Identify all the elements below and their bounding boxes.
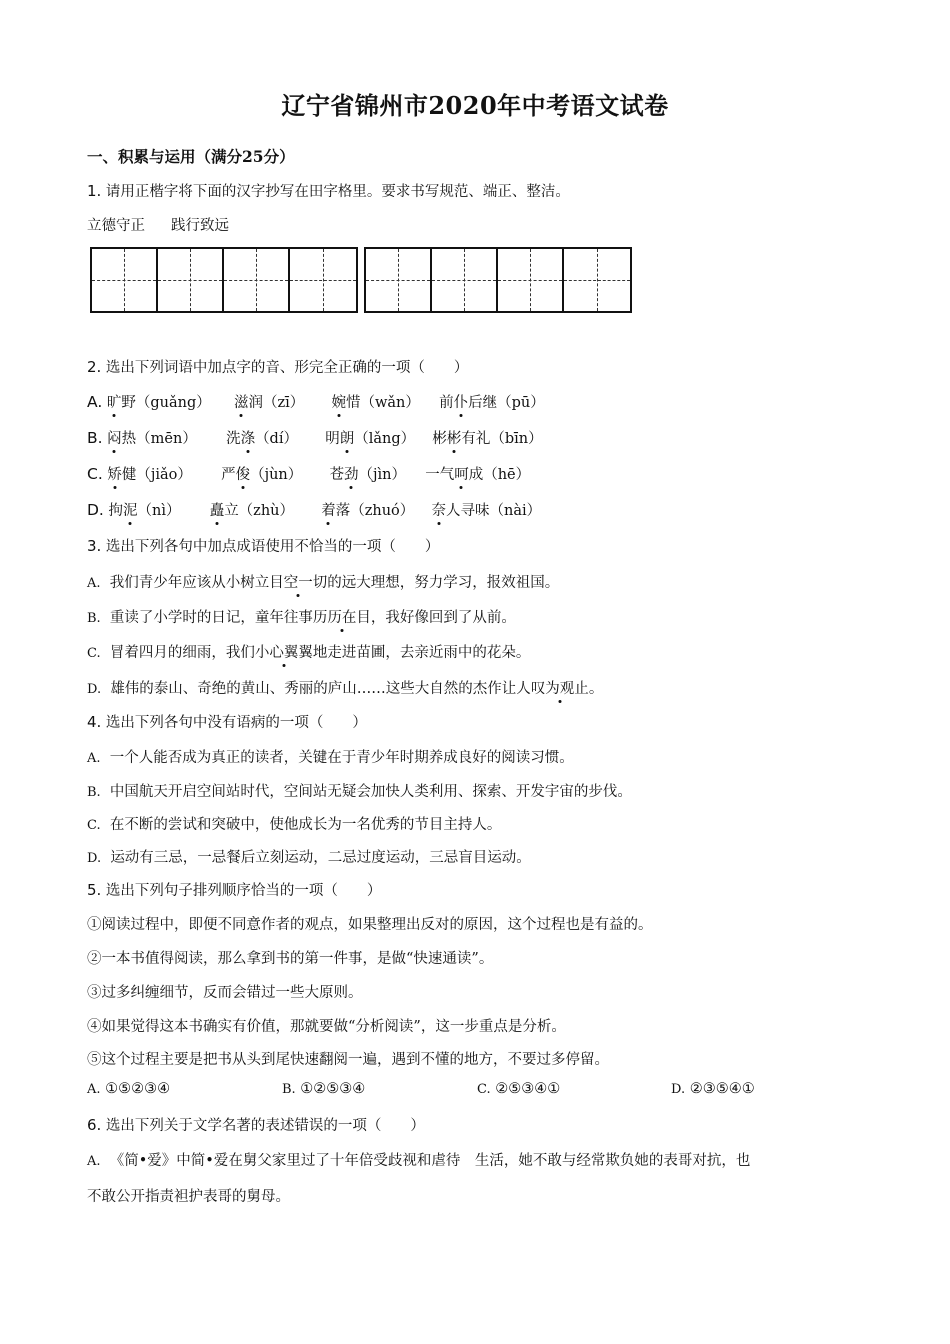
q6-option-a-continued: 不敢公开指责袒护表哥的舅母。 [87, 1189, 290, 1205]
dotted-char: 婉 [331, 391, 346, 412]
q3-option-b: B. 重读了小学时的日记，童年往事历历在目，我好像回到了从前。 [87, 606, 516, 627]
q5-choice-c: C. ②⑤③④① [477, 1081, 561, 1097]
option-label: C. [87, 646, 101, 661]
dotted-char: 彬 [447, 427, 462, 448]
dotted-char: 矫 [107, 463, 122, 484]
question-number: 1. [87, 182, 102, 200]
dotted-idiom: 目空一切 [269, 571, 327, 592]
option-label: C. [87, 465, 103, 483]
question-text: 选出下列词语中加点字的音、形完全正确的一项（ ） [105, 360, 469, 376]
sentence-1: ①阅读过程中，即便不同意作者的观点，如果整理出反对的原因，这个过程也是有益的。 [87, 917, 653, 933]
option-label: A. [87, 1154, 101, 1169]
dotted-idiom: 小心翼翼 [255, 641, 313, 662]
q5-choice-d: D. ②③⑤④① [671, 1081, 755, 1097]
option-label: D. [87, 501, 104, 519]
q4-option-c: C. 在不断的尝试和突破中，使他成长为一名优秀的节目主持人。 [87, 817, 502, 833]
q4-option-b: B. 中国航天开启空间站时代，空间站无疑会加快人类利用、探索、开发宇宙的步伐。 [87, 784, 632, 800]
question-text: 选出下列各句中没有语病的一项（ ） [105, 715, 367, 731]
question-5 [87, 879, 381, 900]
copy-phrases [87, 214, 229, 235]
q5-choice-a: A. ①⑤②③④ [87, 1081, 171, 1097]
dotted-char: 仆 [454, 391, 469, 412]
option-label: B. [87, 611, 101, 626]
dotted-char: 旷 [107, 391, 122, 412]
dotted-char: 朗 [340, 427, 355, 448]
dotted-char: 劲 [344, 463, 359, 484]
q5-choices [87, 1081, 755, 1097]
question-2 [87, 356, 468, 377]
tianzige-cell[interactable] [432, 249, 498, 311]
question-6 [87, 1114, 425, 1135]
tianzige-cell[interactable] [92, 249, 158, 311]
dotted-char: 俊 [236, 463, 251, 484]
question-number: 3. [87, 537, 102, 555]
dotted-char: 滋 [234, 391, 249, 412]
option-label: B. [87, 429, 103, 447]
dotted-char: 矗 [210, 499, 225, 520]
q2-option-a: A. 旷野（guǎng） 滋润（zī） 婉惜（wǎn） 前仆后继（pū） [87, 393, 545, 411]
sentence-5: ⑤这个过程主要是把书从头到尾快速翻阅一遍，遇到不懂的地方，不要过多停留。 [87, 1052, 609, 1068]
question-text: 请用正楷字将下面的汉字抄写在田字格里。要求书写规范、端正、整洁。 [105, 184, 570, 200]
option-label: D. [87, 682, 102, 697]
q3-option-a: A. 我们青少年应该从小树立目空一切的远大理想，努力学习，报效祖国。 [87, 571, 559, 592]
q2-option-d: D. 拘泥（nì） 矗立（zhù） 着落（zhuó） 奈人寻味（nài） [87, 501, 542, 519]
tianzige-grid-1 [90, 247, 358, 313]
dotted-char: 着 [321, 499, 336, 520]
q5-choice-b: B. ①②⑤③④ [282, 1081, 366, 1097]
sentence-4: ④如果觉得这本书确实有价值，那就要做“分析阅读”，这一步重点是分析。 [87, 1019, 566, 1035]
section-heading: 一、积累与运用（满分25分） [87, 147, 295, 166]
q2-option-c: C. 矫健（jiǎo） 严俊（jùn） 苍劲（jìn） 一气呵成（hē） [87, 465, 531, 483]
tianzige-cell[interactable] [366, 249, 432, 311]
question-number: 4. [87, 713, 102, 731]
option-label: A. [87, 576, 101, 591]
tianzige-cell[interactable] [224, 249, 290, 311]
question-text: 选出下列各句中加点成语使用不恰当的一项（ ） [105, 539, 440, 555]
q6-option-a: A. 《简•爱》中简•爱在舅父家里过了十年倍受歧视和虐待 生活，她不敢与经常欺负她的表哥对抗，也 [87, 1153, 751, 1169]
phrase-2: 践行致远 [171, 218, 229, 234]
tianzige-cell[interactable] [564, 249, 630, 311]
dotted-idiom: 历历在目 [313, 606, 371, 627]
sentence-3: ③过多纠缠细节，反而会错过一些大原则。 [87, 985, 363, 1001]
q3-option-c: C. 冒着四月的细雨，我们小心翼翼地走进苗圃，去亲近雨中的花朵。 [87, 641, 530, 662]
dotted-char: 呵 [454, 463, 469, 484]
question-number: 2. [87, 358, 102, 376]
q4-option-a: A. 一个人能否成为真正的读者，关键在于青少年时期养成良好的阅读习惯。 [87, 750, 574, 766]
question-4 [87, 711, 367, 732]
option-label: B. [87, 785, 101, 800]
phrase-1: 立德守正 [87, 218, 145, 234]
question-3 [87, 535, 439, 556]
question-number: 5. [87, 881, 102, 899]
tianzige-cell[interactable] [498, 249, 564, 311]
option-label: C. [87, 818, 101, 833]
dotted-char: 涤 [241, 427, 256, 448]
sentence-2: ②一本书值得阅读，那么拿到书的第一件事，是做“快速通读”。 [87, 951, 494, 967]
dotted-char: 闷 [107, 427, 122, 448]
question-1 [87, 180, 570, 201]
q4-option-d: D. 运动有三忌，一忌餐后立刻运动，二忌过度运动，三忌盲目运动。 [87, 850, 531, 866]
option-label: A. [87, 751, 101, 766]
option-label: A. [87, 393, 103, 411]
question-number: 6. [87, 1116, 102, 1134]
q3-option-d: D. 雄伟的泰山、奇绝的黄山、秀丽的庐山……这些大自然的杰作让人叹为观止。 [87, 677, 603, 698]
option-label: D. [87, 851, 102, 866]
tianzige-cell[interactable] [290, 249, 356, 311]
q2-option-b: B. 闷热（mēn） 洗涤（dí） 明朗（lǎng） 彬彬有礼（bīn） [87, 429, 543, 447]
tianzige-cell[interactable] [158, 249, 224, 311]
page-title: 辽宁省锦州市2020年中考语文试卷 [281, 91, 669, 120]
tianzige-grid-2 [364, 247, 632, 313]
dotted-char: 泥 [123, 499, 138, 520]
dotted-char: 奈 [432, 499, 447, 520]
question-text: 选出下列句子排列顺序恰当的一项（ ） [105, 883, 382, 899]
dotted-idiom: 叹为观止 [531, 677, 589, 698]
question-text: 选出下列关于文学名著的表述错误的一项（ ） [105, 1118, 425, 1134]
